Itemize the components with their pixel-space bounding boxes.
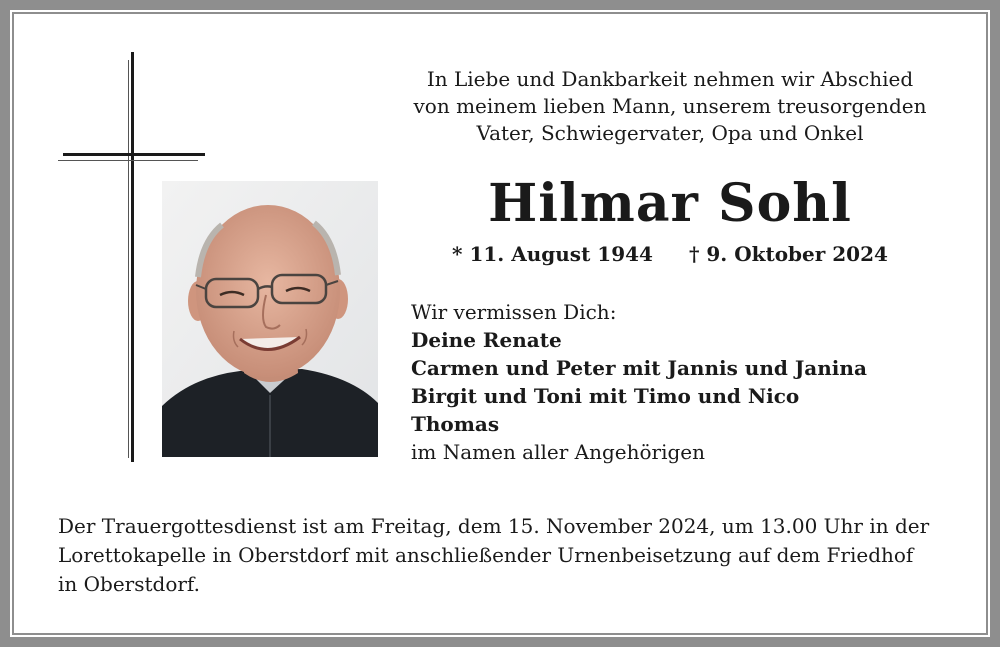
service-details — [58, 512, 958, 599]
mourner-name: Carmen und Peter mit Jannis und Janina — [411, 356, 867, 380]
cross-vertical-line — [128, 60, 129, 458]
intro-text — [380, 66, 960, 147]
portrait-illustration — [162, 181, 378, 457]
intro-line: In Liebe und Dankbarkeit nehmen wir Abschied — [426, 67, 914, 91]
mourners-heading: Wir vermissen Dich: — [411, 300, 617, 324]
death-date: † 9. Oktober 2024 — [688, 242, 888, 266]
service-line: in Oberstdorf. — [58, 572, 200, 596]
intro-line: Vater, Schwiegervater, Opa und Onkel — [476, 121, 864, 145]
service-line: Der Trauergottesdienst ist am Freitag, dem 15. November 2024, um 13.00 Uhr in der — [58, 514, 930, 538]
cross-horizontal-line — [58, 160, 198, 161]
mourner-name: Thomas — [411, 412, 500, 436]
life-dates — [380, 240, 960, 268]
mourners-footer: im Namen aller Angehörigen — [411, 440, 706, 464]
portrait-photo — [162, 181, 378, 457]
mourners-block — [411, 298, 971, 466]
cross-vertical-beam — [131, 52, 134, 462]
birth-date: * 11. August 1944 — [452, 242, 653, 266]
mourner-name: Birgit und Toni mit Timo und Nico — [411, 384, 800, 408]
mourner-name: Deine Renate — [411, 328, 562, 352]
service-line: Lorettokapelle in Oberstdorf mit anschließender Urnenbeisetzung auf dem Friedhof — [58, 543, 914, 567]
intro-line: von meinem lieben Mann, unserem treusorgenden — [413, 94, 927, 118]
deceased-name: Hilmar Sohl — [488, 173, 852, 234]
cross-horizontal-beam — [63, 153, 205, 156]
